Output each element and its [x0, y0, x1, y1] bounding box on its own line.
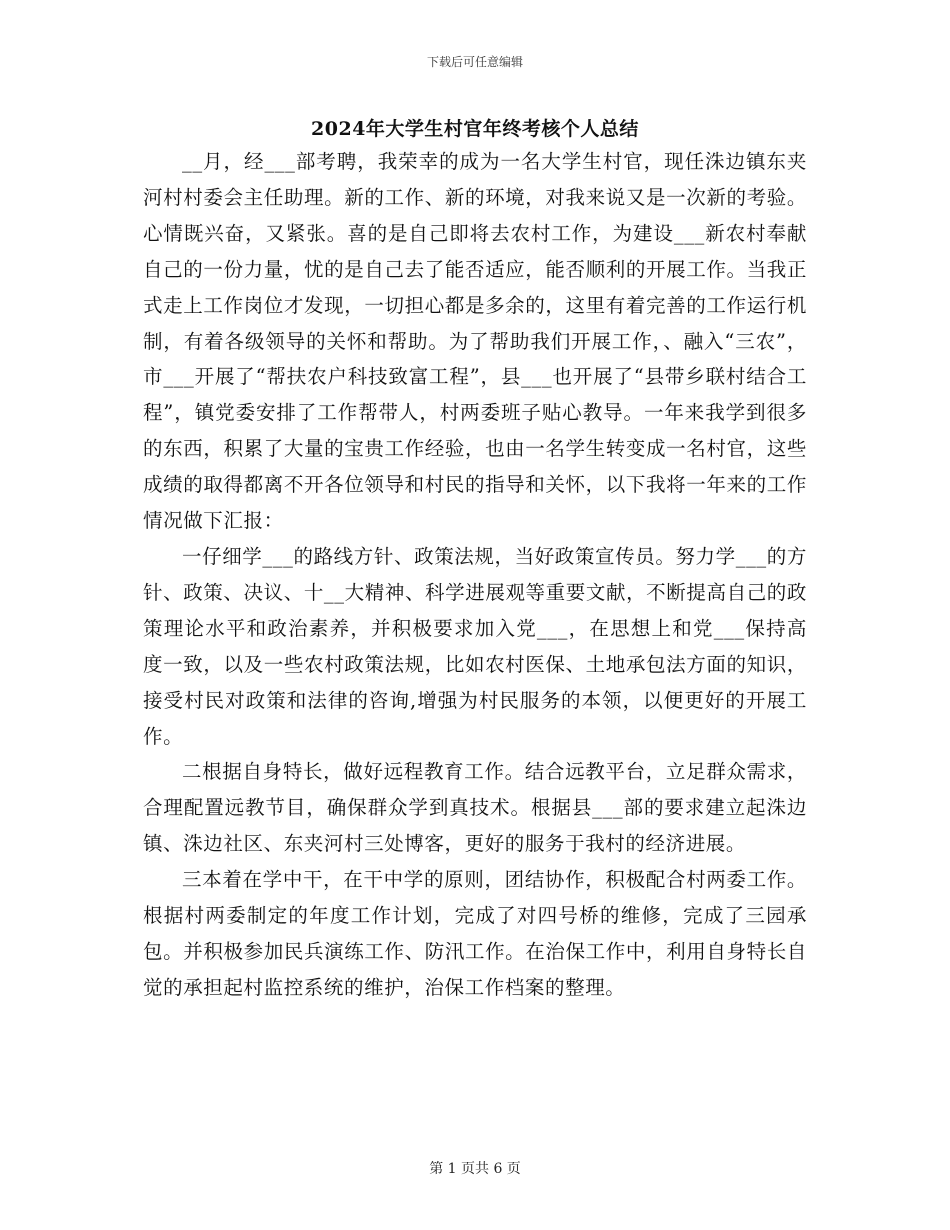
page-number: 第 1 页共 6 页 — [429, 1161, 521, 1177]
paragraph-three: 三本着在学中干，在干中学的原则，团结协作，积极配合村两委工作。根据村两委制定的年度工作计划，完成了对四号桥的维修，完成了三园承包。并积极参加民兵演练工作、防汛工作。在治保工作中，利用自身特长自觉的承担起村监控系统的维护，治保工作档案的整理。 — [143, 868, 807, 999]
paragraph-two: 二根据自身特长，做好远程教育工作。结合远教平台，立足群众需求，合理配置远教节目，确保群众学到真技术。根据县___部的要求建立起洙边镇、洙边社区、东夹河村三处博客，更好的服务于我村的经济进展。 — [143, 760, 807, 856]
page-header-note: 下载后可任意编辑 — [426, 55, 523, 69]
paragraph-one: 一仔细学___的路线方针、政策法规，当好政策宣传员。努力学___的方针、政策、决议、十__大精神、科学进展观等重要文献，不断提高自己的政策理论水平和政治素养，并积极要求加入党___，在思想上和党___保持高度一致，以及一些农村政策法规，比如农村医保、土地承包法方面的知识，接受村民对政策和法律的咨询,增强为村民服务的本领，以便更好的开展工作。 — [143, 544, 807, 748]
document-body — [143, 144, 807, 1006]
paragraph-intro: __月，经___部考聘，我荣幸的成为一名大学生村官，现任洙边镇东夹河村村委会主任助理。新的工作、新的环境，对我来说又是一次新的考验。心情既兴奋，又紧张。喜的是自己即将去农村工作，为建设___新农村奉献自己的一份力量，忧的是自己去了能否适应，能否顺利的开展工作。当我正式走上工作岗位才发现，一切担心都是多余的，这里有着完善的工作运行机制，有着各级领导的关怀和帮助。为了帮助我们开展工作，、融入“三农”，市___开展了“帮扶农户科技致富工程”，县___也开展了“县带乡联村结合工程”，镇党委安排了工作帮带人，村两委班子贴心教导。一年来我学到很多的东西，积累了大量的宝贵工作经验，也由一名学生转变成一名村官，这些成绩的取得都离不开各位领导和村民的指导和关怀，以下我将一年来的工作情况做下汇报： — [143, 150, 807, 533]
document-title: 2024年大学生村官年终考核个人总结 — [311, 118, 639, 140]
